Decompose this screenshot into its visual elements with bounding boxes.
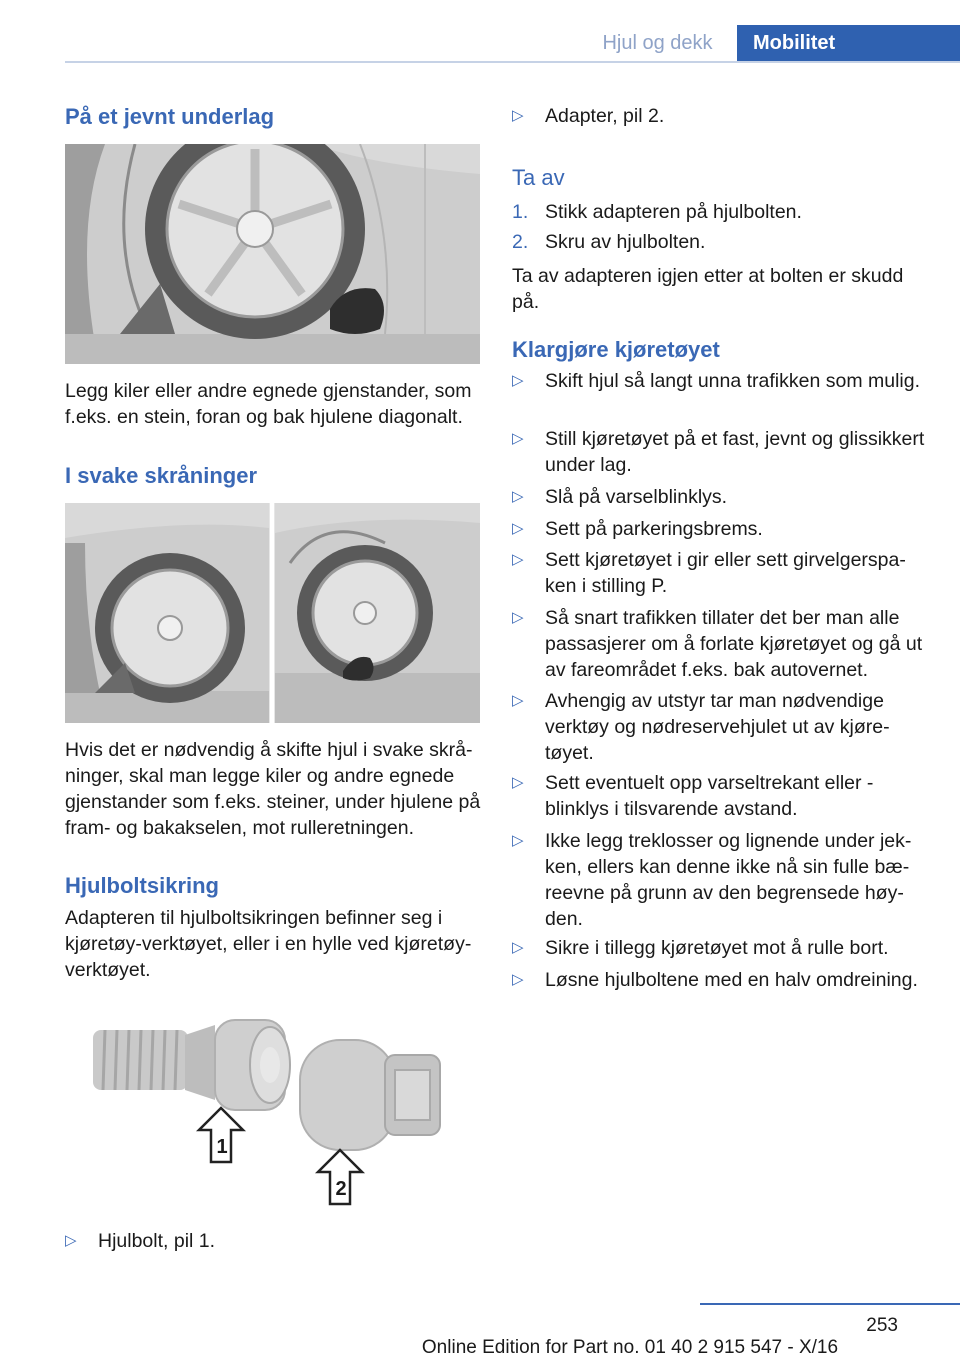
arrow-label-2: 2 [335, 1178, 347, 1200]
triangle-bullet-icon: ▷ [512, 107, 524, 124]
paragraph-wheel-lock: Adapteren til hjulboltsikringen befinner seg i kjøretøy-verktøyet, eller i en hylle ved kjøretøy-verktøyet. [65, 907, 472, 981]
triangle-bullet-icon: ▷ [512, 488, 524, 505]
step-number: 1. [512, 201, 529, 223]
triangle-bullet-icon: ▷ [512, 692, 524, 709]
wheel-slope-illustration [65, 503, 480, 723]
wheel-flat-illustration [65, 144, 480, 364]
triangle-bullet-icon: ▷ [512, 520, 524, 537]
page-number: 253 [866, 1315, 898, 1336]
triangle-bullet-icon: ▷ [512, 832, 524, 849]
paragraph-flat-ground: Legg kiler eller andre egnede gjenstander, som f.eks. en stein, foran og bak hjulene diagonalt. [65, 380, 472, 428]
triangle-bullet-icon: ▷ [65, 1232, 77, 1249]
triangle-bullet-icon: ▷ [512, 609, 524, 626]
arrow-label-1: 1 [216, 1136, 228, 1158]
heading-prepare-vehicle: Klargjøre kjøretøyet [512, 337, 720, 362]
running-header-section: Hjul og dekk [602, 32, 713, 54]
triangle-bullet-icon: ▷ [512, 939, 524, 956]
heading-remove: Ta av [512, 165, 565, 190]
triangle-bullet-icon: ▷ [512, 430, 524, 447]
bolt-adapter-illustration [65, 1000, 480, 1215]
paragraph-remove: Ta av adapteren igjen etter at bolten er skudd på. [512, 265, 904, 313]
heading-flat-ground: På et jevnt underlag [65, 104, 275, 129]
adapter-shape [300, 1040, 440, 1150]
paragraph-slight-slope: Hvis det er nødvendig å skifte hjul i svake skråninger, skal man legge kiler og andre egnede gjenstander som f.eks. steiner, under hjulene på fram- og bakakselen, mot rulleretningen. [65, 739, 481, 839]
header-rule [65, 61, 960, 63]
step-number: 2. [512, 231, 529, 253]
triangle-bullet-icon: ▷ [512, 971, 524, 988]
wheel-bolt-shape [93, 1020, 290, 1110]
footer-rule [700, 1303, 960, 1305]
triangle-bullet-icon: ▷ [512, 551, 524, 568]
figure-wheel-chocks-flat [65, 144, 480, 364]
heading-slight-slope: I svake skråninger [65, 463, 258, 488]
triangle-bullet-icon: ▷ [512, 372, 524, 389]
triangle-bullet-icon: ▷ [512, 774, 524, 791]
running-header-chapter: Mobilitet [737, 25, 960, 62]
figure-wheel-chocks-slope [65, 503, 480, 723]
heading-wheel-lock: Hjulboltsikring [65, 873, 219, 898]
figure-wheel-bolt-adapter [65, 1000, 480, 1215]
footer-edition: Online Edition for Part no. 01 40 2 915 547 - X/16 [421, 1337, 839, 1358]
